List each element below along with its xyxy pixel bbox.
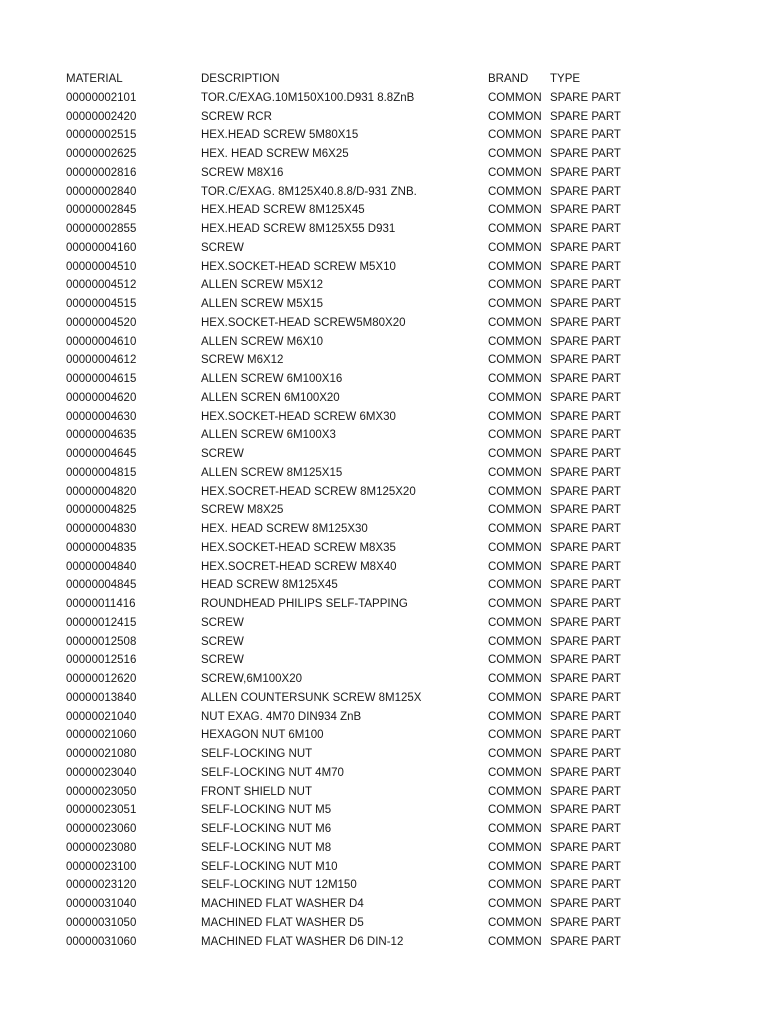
cell-type: SPARE PART <box>550 260 621 273</box>
header-description: DESCRIPTION <box>201 73 280 85</box>
cell-brand: COMMON <box>488 879 542 892</box>
cell-brand: COMMON <box>488 241 542 254</box>
cell-description: SELF-LOCKING NUT 4M70 <box>201 766 344 779</box>
table-row <box>66 801 626 820</box>
cell-material: 00000004515 <box>66 298 137 310</box>
cell-description: SCREW M6X12 <box>201 354 284 367</box>
table-row <box>66 108 626 127</box>
cell-brand: COMMON <box>488 279 542 292</box>
cell-type: SPARE PART <box>550 354 621 367</box>
cell-description: HEX.HEAD SCREW 8M125X55 D931 <box>201 223 396 235</box>
cell-type: SPARE PART <box>550 410 621 423</box>
cell-brand: COMMON <box>488 373 542 385</box>
cell-type: SPARE PART <box>550 935 621 948</box>
cell-material: 00000021040 <box>66 710 137 723</box>
table-row <box>66 220 626 239</box>
table-row <box>66 295 626 314</box>
cell-brand: COMMON <box>488 466 542 479</box>
cell-brand: COMMON <box>488 579 542 592</box>
cell-material: 00000004635 <box>66 429 137 442</box>
cell-material: 00000004620 <box>66 391 137 404</box>
table-row <box>66 633 626 652</box>
cell-material: 00000023060 <box>66 823 137 835</box>
cell-type: SPARE PART <box>550 110 621 123</box>
table-row <box>66 389 626 408</box>
cell-brand: COMMON <box>488 110 542 123</box>
cell-description: SCREW M8X16 <box>201 166 284 179</box>
table-row <box>66 145 626 164</box>
table-row <box>66 839 626 858</box>
cell-brand: COMMON <box>488 316 542 329</box>
cell-description: HEX.SOCRET-HEAD SCREW 8M125X20 <box>201 485 416 498</box>
cell-brand: COMMON <box>488 898 542 910</box>
cell-description: HEX. HEAD SCREW 8M125X30 <box>201 523 368 535</box>
cell-material: 00000004160 <box>66 241 137 254</box>
cell-material: 00000004815 <box>66 466 137 479</box>
cell-brand: COMMON <box>488 729 542 742</box>
cell-brand: COMMON <box>488 523 542 535</box>
cell-type: SPARE PART <box>550 279 621 292</box>
table-row <box>66 370 626 389</box>
cell-description: HEX.SOCKET-HEAD SCREW5M80X20 <box>201 316 406 329</box>
cell-brand: COMMON <box>488 635 542 648</box>
cell-description: SCREW <box>201 654 244 667</box>
cell-material: 00000012508 <box>66 635 137 648</box>
cell-type: SPARE PART <box>550 579 621 592</box>
cell-material: 00000004610 <box>66 335 137 348</box>
table-row <box>66 333 626 352</box>
cell-description: ALLEN SCREW 6M100X16 <box>201 373 343 385</box>
cell-material: 00000002420 <box>66 110 137 123</box>
cell-description: TOR.C/EXAG. 8M125X40.8.8/D-931 ZNB. <box>201 185 417 198</box>
cell-material: 00000004612 <box>66 354 137 367</box>
cell-type: SPARE PART <box>550 560 621 573</box>
table-row <box>66 726 626 745</box>
table-body <box>66 89 626 952</box>
cell-material: 00000004520 <box>66 316 137 329</box>
table-row <box>66 126 626 145</box>
cell-type: SPARE PART <box>550 148 621 160</box>
cell-material: 00000002625 <box>66 148 137 160</box>
cell-brand: COMMON <box>488 710 542 723</box>
table-row <box>66 595 626 614</box>
cell-description: ALLEN SCREW 8M125X15 <box>201 466 343 479</box>
cell-material: 00000021060 <box>66 729 137 742</box>
table-row <box>66 426 626 445</box>
cell-brand: COMMON <box>488 598 542 610</box>
cell-description: SCREW M8X25 <box>201 504 284 517</box>
cell-material: 00000002845 <box>66 204 137 217</box>
cell-material: 00000023051 <box>66 804 137 817</box>
cell-type: SPARE PART <box>550 748 621 760</box>
cell-type: SPARE PART <box>550 129 621 142</box>
table-row <box>66 351 626 370</box>
cell-description: SCREW RCR <box>201 110 272 123</box>
cell-brand: COMMON <box>488 654 542 667</box>
cell-type: SPARE PART <box>550 316 621 329</box>
cell-brand: COMMON <box>488 785 542 798</box>
cell-material: 00000012516 <box>66 654 137 667</box>
table-row <box>66 558 626 577</box>
cell-description: ALLEN SCREW M5X12 <box>201 279 324 292</box>
cell-material: 00000004512 <box>66 279 137 292</box>
cell-description: SELF-LOCKING NUT M8 <box>201 841 332 854</box>
cell-brand: COMMON <box>488 916 542 929</box>
cell-type: SPARE PART <box>550 429 621 442</box>
table-row <box>66 689 626 708</box>
cell-type: SPARE PART <box>550 710 621 723</box>
table-row <box>66 483 626 502</box>
cell-type: SPARE PART <box>550 635 621 648</box>
cell-type: SPARE PART <box>550 673 621 685</box>
table-row <box>66 708 626 727</box>
cell-material: 00000031050 <box>66 916 137 929</box>
table-row <box>66 614 626 633</box>
cell-brand: COMMON <box>488 804 542 817</box>
cell-brand: COMMON <box>488 935 542 948</box>
cell-description: MACHINED FLAT WASHER D5 <box>201 916 364 929</box>
cell-material: 00000004845 <box>66 579 137 592</box>
cell-brand: COMMON <box>488 616 542 629</box>
table-row <box>66 408 626 427</box>
cell-brand: COMMON <box>488 560 542 573</box>
cell-brand: COMMON <box>488 185 542 198</box>
cell-description: MACHINED FLAT WASHER D4 <box>201 898 364 910</box>
header-material: MATERIAL <box>66 73 123 85</box>
cell-material: 00000011416 <box>66 598 136 610</box>
cell-type: SPARE PART <box>550 785 621 798</box>
cell-material: 00000004825 <box>66 504 137 517</box>
cell-brand: COMMON <box>488 429 542 442</box>
cell-brand: COMMON <box>488 766 542 779</box>
cell-description: SELF-LOCKING NUT M6 <box>201 823 332 835</box>
cell-brand: COMMON <box>488 860 542 873</box>
cell-description: HEX. HEAD SCREW M6X25 <box>201 148 349 160</box>
materials-table <box>66 70 626 951</box>
cell-brand: COMMON <box>488 148 542 160</box>
cell-material: 00000021080 <box>66 748 137 760</box>
cell-brand: COMMON <box>488 391 542 404</box>
cell-description: MACHINED FLAT WASHER D6 DIN-12 <box>201 935 404 948</box>
cell-material: 00000023050 <box>66 785 137 798</box>
cell-description: SELF-LOCKING NUT <box>201 748 313 760</box>
cell-type: SPARE PART <box>550 466 621 479</box>
cell-description: HEX.SOCRET-HEAD SCREW M8X40 <box>201 560 397 573</box>
cell-brand: COMMON <box>488 691 542 704</box>
cell-description: FRONT SHIELD NUT <box>201 785 312 798</box>
cell-material: 00000002855 <box>66 223 137 235</box>
cell-type: SPARE PART <box>550 898 621 910</box>
cell-type: SPARE PART <box>550 616 621 629</box>
table-row <box>66 876 626 895</box>
cell-material: 00000004645 <box>66 448 137 460</box>
cell-description: SELF-LOCKING NUT 12M150 <box>201 879 357 892</box>
cell-material: 00000023120 <box>66 879 137 892</box>
cell-material: 00000004840 <box>66 560 137 573</box>
table-row <box>66 539 626 558</box>
cell-brand: COMMON <box>488 223 542 235</box>
cell-description: ALLEN SCREW M5X15 <box>201 298 324 310</box>
cell-description: SELF-LOCKING NUT M5 <box>201 804 332 817</box>
cell-type: SPARE PART <box>550 185 621 198</box>
cell-description: ALLEN SCREW M6X10 <box>201 335 324 348</box>
table-header-row <box>66 70 626 89</box>
table-row <box>66 445 626 464</box>
cell-description: SELF-LOCKING NUT M10 <box>201 860 338 873</box>
cell-description: HEX.SOCKET-HEAD SCREW M5X10 <box>201 260 396 273</box>
cell-description: SCREW <box>201 241 244 254</box>
cell-brand: COMMON <box>488 335 542 348</box>
cell-brand: COMMON <box>488 541 542 554</box>
cell-type: SPARE PART <box>550 729 621 742</box>
cell-type: SPARE PART <box>550 223 621 235</box>
table-row <box>66 276 626 295</box>
cell-material: 00000031060 <box>66 935 137 948</box>
cell-material: 00000004510 <box>66 260 137 273</box>
cell-type: SPARE PART <box>550 654 621 667</box>
cell-material: 00000002816 <box>66 166 137 179</box>
cell-description: HEXAGON NUT 6M100 <box>201 729 324 742</box>
cell-type: SPARE PART <box>550 241 621 254</box>
cell-type: SPARE PART <box>550 504 621 517</box>
cell-type: SPARE PART <box>550 373 621 385</box>
cell-description: HEX.SOCKET-HEAD SCREW M8X35 <box>201 541 396 554</box>
cell-type: SPARE PART <box>550 335 621 348</box>
cell-material: 00000002101 <box>66 91 137 104</box>
cell-type: SPARE PART <box>550 298 621 310</box>
cell-material: 00000023100 <box>66 860 137 873</box>
cell-description: TOR.C/EXAG.10M150X100.D931 8.8ZnB <box>201 91 415 104</box>
table-row <box>66 745 626 764</box>
cell-brand: COMMON <box>488 485 542 498</box>
cell-type: SPARE PART <box>550 391 621 404</box>
table-row <box>66 914 626 933</box>
header-type: TYPE <box>550 73 581 85</box>
cell-brand: COMMON <box>488 410 542 423</box>
cell-type: SPARE PART <box>550 166 621 179</box>
cell-type: SPARE PART <box>550 804 621 817</box>
cell-type: SPARE PART <box>550 448 621 460</box>
cell-brand: COMMON <box>488 504 542 517</box>
cell-material: 00000012620 <box>66 673 137 685</box>
table-row <box>66 464 626 483</box>
cell-brand: COMMON <box>488 204 542 217</box>
cell-material: 00000004630 <box>66 410 137 423</box>
cell-brand: COMMON <box>488 841 542 854</box>
cell-material: 00000004835 <box>66 541 137 554</box>
cell-type: SPARE PART <box>550 823 621 835</box>
cell-description: ROUNDHEAD PHILIPS SELF-TAPPING <box>201 598 408 610</box>
table-row <box>66 764 626 783</box>
cell-description: SCREW <box>201 616 244 629</box>
cell-brand: COMMON <box>488 91 542 104</box>
cell-material: 00000023080 <box>66 841 137 854</box>
cell-material: 00000004615 <box>66 373 137 385</box>
cell-brand: COMMON <box>488 298 542 310</box>
table-row <box>66 820 626 839</box>
cell-type: SPARE PART <box>550 860 621 873</box>
cell-material: 00000002515 <box>66 129 137 142</box>
table-row <box>66 501 626 520</box>
cell-type: SPARE PART <box>550 916 621 929</box>
cell-description: ALLEN COUNTERSUNK SCREW 8M125X <box>201 691 422 704</box>
cell-material: 00000012415 <box>66 616 137 629</box>
cell-description: SCREW <box>201 448 244 460</box>
cell-type: SPARE PART <box>550 204 621 217</box>
cell-type: SPARE PART <box>550 598 621 610</box>
cell-material: 00000013840 <box>66 691 137 704</box>
table-row <box>66 858 626 877</box>
cell-description: ALLEN SCREW 6M100X3 <box>201 429 336 442</box>
cell-type: SPARE PART <box>550 541 621 554</box>
table-row <box>66 895 626 914</box>
cell-brand: COMMON <box>488 673 542 685</box>
cell-description: HEAD SCREW 8M125X45 <box>201 579 338 592</box>
table-row <box>66 933 626 952</box>
cell-brand: COMMON <box>488 448 542 460</box>
cell-material: 00000004830 <box>66 523 137 535</box>
cell-description: NUT EXAG. 4M70 DIN934 ZnB <box>201 710 362 723</box>
table-row <box>66 314 626 333</box>
table-row <box>66 258 626 277</box>
cell-type: SPARE PART <box>550 691 621 704</box>
table-row <box>66 576 626 595</box>
cell-description: ALLEN SCREN 6M100X20 <box>201 391 340 404</box>
cell-description: SCREW <box>201 635 244 648</box>
table-row <box>66 183 626 202</box>
cell-material: 00000004820 <box>66 485 137 498</box>
cell-type: SPARE PART <box>550 766 621 779</box>
table-row <box>66 783 626 802</box>
cell-type: SPARE PART <box>550 91 621 104</box>
table-row <box>66 164 626 183</box>
header-brand: BRAND <box>488 73 529 85</box>
table-row <box>66 520 626 539</box>
table-row <box>66 89 626 108</box>
cell-brand: COMMON <box>488 354 542 367</box>
cell-material: 00000023040 <box>66 766 137 779</box>
cell-brand: COMMON <box>488 260 542 273</box>
cell-type: SPARE PART <box>550 879 621 892</box>
cell-description: HEX.HEAD SCREW 5M80X15 <box>201 129 359 142</box>
cell-type: SPARE PART <box>550 485 621 498</box>
cell-type: SPARE PART <box>550 841 621 854</box>
table-row <box>66 651 626 670</box>
table-row <box>66 201 626 220</box>
cell-material: 00000031040 <box>66 898 137 910</box>
cell-brand: COMMON <box>488 748 542 760</box>
cell-brand: COMMON <box>488 166 542 179</box>
cell-material: 00000002840 <box>66 185 137 198</box>
cell-type: SPARE PART <box>550 523 621 535</box>
table-row <box>66 239 626 258</box>
cell-description: HEX.SOCKET-HEAD SCREW 6MX30 <box>201 410 396 423</box>
cell-description: SCREW,6M100X20 <box>201 673 302 685</box>
cell-description: HEX.HEAD SCREW 8M125X45 <box>201 204 365 217</box>
cell-brand: COMMON <box>488 129 542 142</box>
table-row <box>66 670 626 689</box>
cell-brand: COMMON <box>488 823 542 835</box>
